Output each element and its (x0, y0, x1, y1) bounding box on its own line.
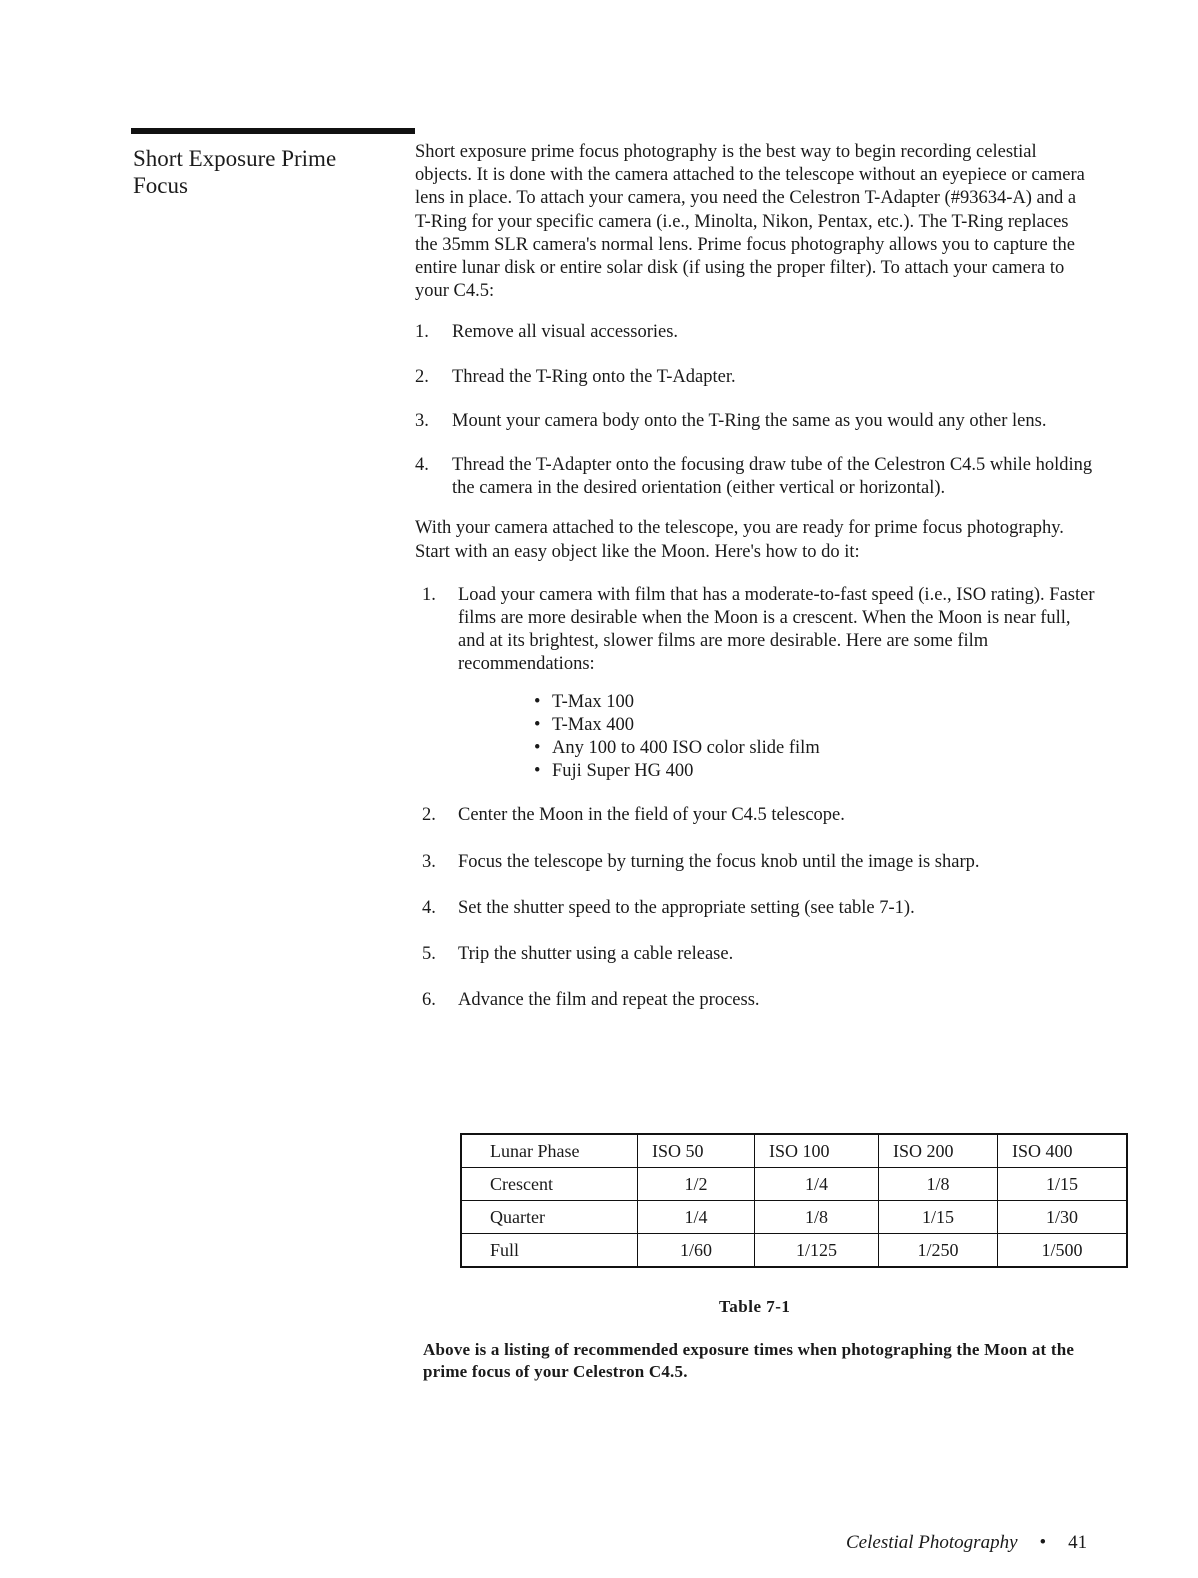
list-item: 3. Mount your camera body onto the T-Ring the same as you would any other lens. (415, 410, 1047, 431)
film-recommendations (534, 691, 1095, 784)
bullet-icon: • (534, 714, 541, 735)
table-cell: 1/8 (755, 1201, 879, 1234)
list-item: 1. Load your camera with film that has a moderate-to-fast speed (i.e., ISO rating). Faster films are more desirable when the Moon is a crescent. When the Moon is near full, and at its brightest, slower films are more desirable. Here are some film recommendations: • T-Max 100 • T-Max 400 • Any 100 to 400 ISO color slide film • Fuji Super HG 400 (422, 584, 1095, 784)
exposure-table (460, 1133, 1128, 1268)
exposure-table-container (460, 1133, 1128, 1268)
footer-separator: • (1039, 1532, 1047, 1553)
list-item: 2. Thread the T-Ring onto the T-Adapter. (415, 366, 736, 387)
table-cell: 1/8 (879, 1168, 998, 1201)
table-header-row (461, 1134, 1127, 1168)
table-cell: 1/4 (638, 1201, 755, 1234)
table-header-cell: Lunar Phase (461, 1134, 638, 1168)
table-caption: Table 7-1 (719, 1297, 791, 1316)
list-item: 1. Remove all visual accessories. (415, 322, 679, 343)
table-cell: 1/125 (755, 1234, 879, 1268)
table-header-cell: ISO 200 (879, 1134, 998, 1168)
table-row (461, 1234, 1127, 1268)
attach-steps-list (415, 321, 1095, 500)
intro-paragraph: Short exposure prime focus photography is the best way to begin recording celestial objects. It is done with the camera attached to the telescope without an eyepiece or camera lens in place. To attach your camera, you need the Celestron T-Adapter (#93634-A) and a T-Ring for your specific camera (i.e., Minolta, Nikon, Pentax, etc.). The T-Ring replaces the 35mm SLR camera's normal lens. Prime focus photography allows you to capture the entire lunar disk or entire solar disk (if using the proper filter). To attach your camera to your C4.5: (415, 142, 1085, 302)
list-item: 5. Trip the shutter using a cable release. (422, 944, 734, 965)
table-cell: 1/60 (638, 1234, 755, 1268)
bullet-icon: • (534, 738, 541, 759)
table-cell: Crescent (461, 1168, 638, 1201)
table-cell: Quarter (461, 1201, 638, 1234)
table-row (461, 1201, 1127, 1234)
section-rule (131, 128, 415, 134)
footer-chapter-title: Celestial Photography (846, 1532, 1018, 1553)
film-item: • T-Max 400 (534, 714, 1095, 737)
film-item: • Fuji Super HG 400 (534, 760, 1095, 783)
bullet-icon: • (534, 761, 541, 782)
bullet-icon: • (534, 691, 541, 712)
main-content (415, 141, 1095, 1035)
list-item: 2. Center the Moon in the field of your C4.5 telescope. (422, 805, 845, 826)
film-item: • T-Max 100 (534, 691, 1095, 714)
table-row (461, 1168, 1127, 1201)
section-title: Short Exposure Prime Focus (133, 146, 337, 198)
photo-steps-list (415, 584, 1095, 1013)
list-item: 4. Thread the T-Adapter onto the focusing draw tube of the Celestron C4.5 while holding the camera in the desired orientation (either vertical or horizontal). (415, 455, 1093, 499)
table-header-cell: ISO 50 (638, 1134, 755, 1168)
table-cell: Full (461, 1234, 638, 1268)
table-cell: 1/15 (879, 1201, 998, 1234)
table-cell: 1/2 (638, 1168, 755, 1201)
table-header-cell: ISO 400 (998, 1134, 1128, 1168)
moon-intro-paragraph: With your camera attached to the telescope, you are ready for prime focus photography. Start with an easy object like the Moon. Here's how to do it: (415, 518, 1064, 562)
table-note: Above is a listing of recommended exposure times when photographing the Moon at the prime focus of your Celestron C4.5. (423, 1340, 1075, 1381)
film-item: • Any 100 to 400 ISO color slide film (534, 737, 1095, 760)
table-header-cell: ISO 100 (755, 1134, 879, 1168)
page-number: 41 (1068, 1532, 1088, 1553)
table-cell: 1/15 (998, 1168, 1128, 1201)
list-item: 4. Set the shutter speed to the appropriate setting (see table 7-1). (422, 897, 915, 918)
table-cell: 1/500 (998, 1234, 1128, 1268)
page-footer (846, 1532, 1087, 1554)
list-item: 6. Advance the film and repeat the process. (422, 990, 760, 1011)
table-cell: 1/4 (755, 1168, 879, 1201)
list-item: 3. Focus the telescope by turning the focus knob until the image is sharp. (422, 851, 980, 872)
table-cell: 1/30 (998, 1201, 1128, 1234)
table-cell: 1/250 (879, 1234, 998, 1268)
